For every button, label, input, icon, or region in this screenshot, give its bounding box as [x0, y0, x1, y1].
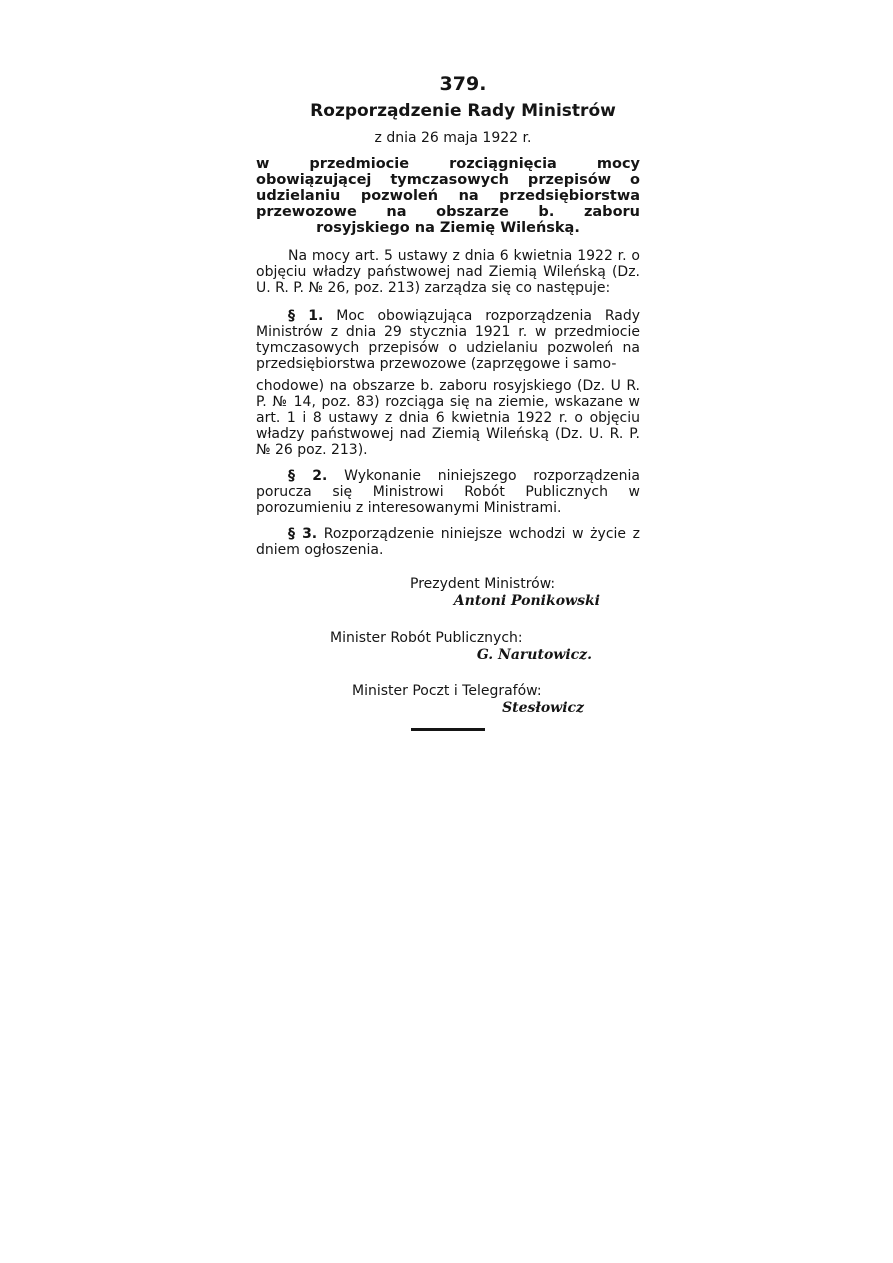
section-1-mark: § 1.: [288, 308, 324, 324]
closing-rule: [411, 728, 485, 731]
intro-paragraph: Na mocy art. 5 ustawy z dnia 6 kwietnia 1922 r. o objęciu władzy państwowej nad Ziemią Wileńską (Dz. U. R. P. № 26, poz. 213) zarządza się co następuje:: [256, 248, 640, 296]
signature-public-works-minister: [330, 630, 592, 664]
section-1-paragraph: [256, 308, 640, 372]
signature-role: Minister Robót Publicznych:: [330, 630, 523, 646]
section-3-paragraph: [256, 526, 640, 558]
signature-post-minister: [352, 683, 584, 717]
section-1-continuation: chodowe) na obszarze b. zaboru rosyjskiego (Dz. U R. P. № 14, poz. 83) rozciąga się na ziemie, wskazane w art. 1 i 8 ustawy z dnia 6 kwietnia 1922 r. o objęciu władzy państwowej nad Ziemią Wileńską (Dz. U. R. P. № 26 poz. 213).: [256, 378, 640, 458]
section-2-mark: § 2.: [288, 468, 328, 484]
signature-name: G. Narutowicz.: [476, 647, 592, 663]
signature-role: Prezydent Ministrów:: [410, 576, 556, 592]
signature-role: Minister Poczt i Telegrafów:: [352, 683, 542, 699]
section-3-text: Rozporządzenie niniejsze wchodzi w życie z dniem ogłoszenia.: [256, 526, 641, 558]
signature-name: Antoni Ponikowski: [453, 593, 600, 609]
signature-name: Stesłowicz: [502, 700, 584, 716]
signature-prime-minister: [410, 576, 600, 610]
section-1-text-a: Moc obowiązująca rozporządzenia Rady Ministrów z dnia 29 stycznia 1921 r. w przedmiocie tymczasowych przepisów o udzielaniu pozwoleń na przedsiębiorstwa przewozowe (zaprzęgowe i samo-: [256, 308, 641, 372]
document-number: 379.: [439, 73, 487, 95]
section-2-paragraph: [256, 468, 640, 516]
section-2-text: Wykonanie niniejszego rozporządzenia porucza się Ministrowi Robót Publicznych w porozumieniu z interesowanymi Ministrami.: [256, 468, 640, 516]
section-3-mark: § 3.: [288, 526, 318, 542]
document-subject: w przedmiocie rozciągnięcia mocy obowiązującej tymczasowych przepisów o udzielaniu pozwoleń na przedsiębiorstwa przewozowe na obszarze b. zaboru rosyjskiego na Ziemię Wileńską.: [256, 156, 640, 236]
document-title: Rozporządzenie Rady Ministrów: [310, 101, 616, 121]
document-page: [256, 72, 640, 731]
document-date: z dnia 26 maja 1922 r.: [374, 130, 532, 146]
